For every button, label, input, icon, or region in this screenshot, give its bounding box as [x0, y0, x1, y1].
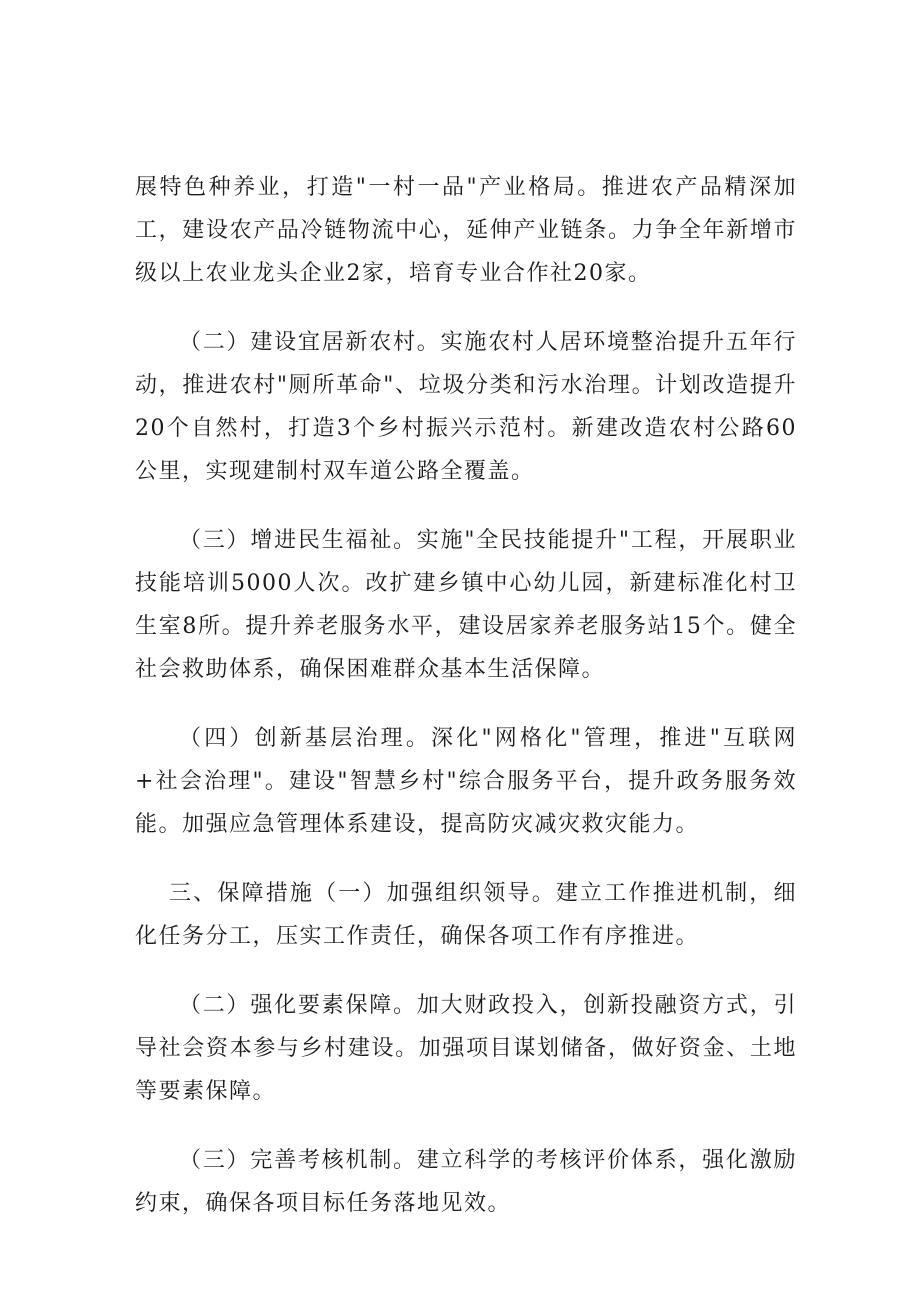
paragraph-industry-continued: 展特色种养业，打造"一村一品"产业格局。推进农产品精深加工，建设农产品冷链物流中心，延伸产业链条。力争全年新增市级以上农业龙头企业2家，培育专业合作社20家。 [135, 175, 797, 286]
paragraph-assessment-mechanism: （三）完善考核机制。建立科学的考核评价体系，强化激励约束，确保各项目标任务落地见效。 [135, 1148, 797, 1216]
paragraph-grassroots-governance: （四）创新基层治理。深化"网格化"管理，推进"互联网+社会治理"。建设"智慧乡村"综合服务平台，提升政务服务效能。加强应急管理体系建设，提高防灾减灾救灾能力。 [135, 726, 797, 837]
paragraph-safeguard-measures: 三、保障措施（一）加强组织领导。建立工作推进机制，细化任务分工，压实工作责任，确保各项工作有序推进。 [135, 881, 797, 949]
paragraph-resource-guarantee: （二）强化要素保障。加大财政投入，创新投融资方式，引导社会资本参与乡村建设。加强项目谋划储备，做好资金、土地等要素保障。 [135, 993, 797, 1104]
document-body [135, 166, 797, 1225]
paragraph-livelihood: （三）增进民生福祉。实施"全民技能提升"工程，开展职业技能培训5000人次。改扩建乡镇中心幼儿园，新建标准化村卫生室8所。提升养老服务水平，建设居家养老服务站15个。健全社会救助体系，确保困难群众基本生活保障。 [135, 528, 797, 682]
paragraph-livable-villages: （二）建设宜居新农村。实施农村人居环境整治提升五年行动，推进农村"厕所革命"、垃圾分类和污水治理。计划改造提升20个自然村，打造3个乡村振兴示范村。新建改造农村公路60公里，实现建制村双车道公路全覆盖。 [135, 330, 797, 484]
